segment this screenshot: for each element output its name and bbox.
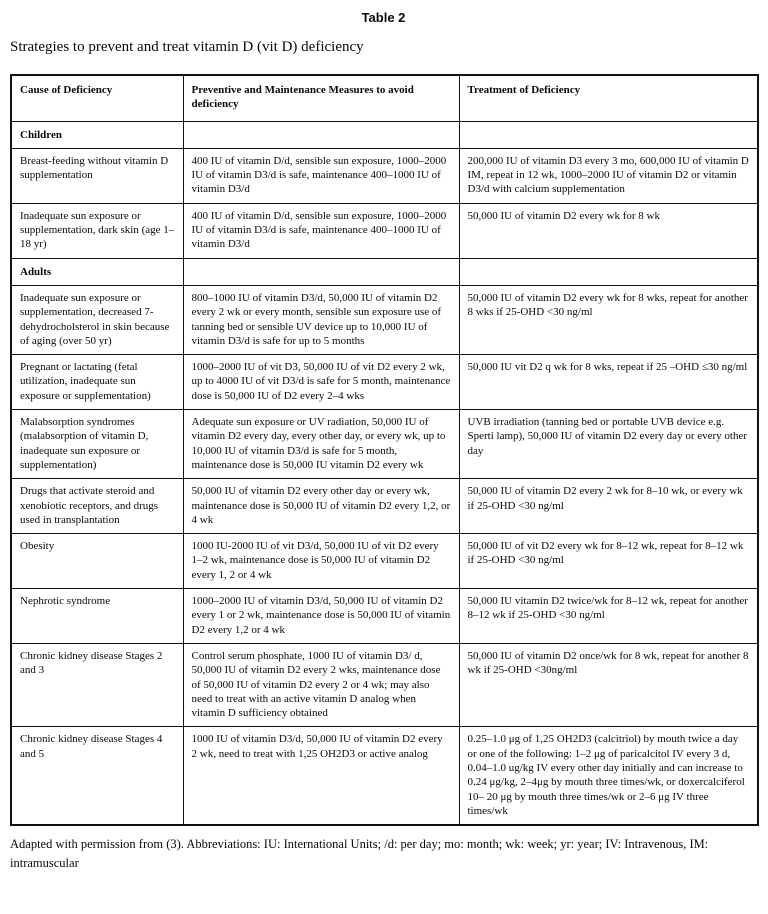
empty-cell (183, 258, 459, 285)
table-caption: Strategies to prevent and treat vitamin D (vit D) deficiency (10, 39, 364, 55)
prevention-cell: 1000–2000 IU of vitamin D3/d, 50,000 IU of vitamin D2 every 1 or 2 wk, maintenance dose is 50,000 IU of vitamin D2 every 1,2 or 4 wk (183, 589, 459, 644)
treatment-cell: 50,000 IU vit D2 q wk for 8 wks, repeat if 25 –OHD ≤30 ng/ml (459, 355, 758, 410)
column-header-treatment: Treatment of Deficiency (459, 75, 758, 121)
section-label: Adults (11, 258, 183, 285)
empty-cell (183, 121, 459, 148)
cause-cell: Drugs that activate steroid and xenobiotic receptors, and drugs used in transplantation (11, 479, 183, 534)
treatment-cell: UVB irradiation (tanning bed or portable UVB device e.g. Sperti lamp), 50,000 IU of vitamin D2 every day or every other day (459, 410, 758, 479)
table-row (11, 534, 758, 589)
cause-cell: Inadequate sun exposure or supplementation, decreased 7-dehydrocholsterol in skin because of aging (over 50 yr) (11, 285, 183, 354)
vitamin-d-table (10, 74, 759, 826)
table-row (11, 355, 758, 410)
prevention-cell: 50,000 IU of vitamin D2 every other day or every wk, maintenance dose is 50,000 IU of vitamin D2 every 1,2, or 4 wk (183, 479, 459, 534)
table-row (11, 727, 758, 825)
treatment-cell: 50,000 IU of vitamin D2 every wk for 8 wks, repeat for another 8 wks if 25-OHD <30 ng/ml (459, 285, 758, 354)
treatment-cell: 50,000 IU of vit D2 every wk for 8–12 wk, repeat for 8–12 wk if 25-OHD <30 ng/ml (459, 534, 758, 589)
table-row (11, 479, 758, 534)
treatment-cell: 50,000 IU of vitamin D2 every 2 wk for 8–10 wk, or every wk if 25-OHD <30 ng/ml (459, 479, 758, 534)
cause-cell: Obesity (11, 534, 183, 589)
cause-cell: Pregnant or lactating (fetal utilization, inadequate sun exposure or supplementation) (11, 355, 183, 410)
section-row-adults (11, 258, 758, 285)
prevention-cell: 1000 IU of vitamin D3/d, 50,000 IU of vitamin D2 every 2 wk, need to treat with 1,25 OH2D3 or active analog (183, 727, 459, 825)
table-row (11, 589, 758, 644)
cause-cell: Breast-feeding without vitamin D supplementation (11, 148, 183, 203)
column-header-cause: Cause of Deficiency (11, 75, 183, 121)
treatment-cell: 50,000 IU of vitamin D2 once/wk for 8 wk, repeat for another 8 wk if 25-OHD <30ng/ml (459, 643, 758, 726)
treatment-cell: 0.25–1.0 μg of 1,25 OH2D3 (calcitriol) by mouth twice a day or one of the following: 1–2 μg of paricalcitol IV every 3 d, 0.04–1.0 ug/kg IV every other day initially and can increase to 0.24 μg/kg, 2–4μg by mouth three times/wk, or doxercalciferol 10– 20 μg by mouth three times/wk or 2–6 μg IV three times/wk (459, 727, 758, 825)
cause-cell: Nephrotic syndrome (11, 589, 183, 644)
table-body (11, 121, 758, 825)
column-header-prevention: Preventive and Maintenance Measures to avoid deficiency (183, 75, 459, 121)
table-row (11, 410, 758, 479)
cause-cell: Chronic kidney disease Stages 2 and 3 (11, 643, 183, 726)
table-row (11, 643, 758, 726)
table-row (11, 148, 758, 203)
treatment-cell: 50,000 IU of vitamin D2 every wk for 8 wk (459, 203, 758, 258)
cause-cell: Chronic kidney disease Stages 4 and 5 (11, 727, 183, 825)
treatment-cell: 200,000 IU of vitamin D3 every 3 mo, 600,000 IU of vitamin D IM, repeat in 12 wk, 1000–2000 IU of vitamin D2 or vitamin D3/d with calcium supplementation (459, 148, 758, 203)
table-label: Table 2 (361, 10, 406, 25)
prevention-cell: 400 IU of vitamin D/d, sensible sun exposure, 1000–2000 IU of vitamin D3/d is safe, maintenance 400–1000 IU of vitamin D3/d (183, 203, 459, 258)
section-row-children (11, 121, 758, 148)
prevention-cell: 800–1000 IU of vitamin D3/d, 50,000 IU of vitamin D2 every 2 wk or every month, sensible sun exposure use of tanning bed or sensible UV device up to 10,000 IU of vitamin D3/d is safe for up to 5 months (183, 285, 459, 354)
cause-cell: Inadequate sun exposure or supplementation, dark skin (age 1– 18 yr) (11, 203, 183, 258)
prevention-cell: 400 IU of vitamin D/d, sensible sun exposure, 1000–2000 IU of vitamin D3/d is safe, maintenance 400–1000 IU of vitamin D3/d (183, 148, 459, 203)
prevention-cell: Control serum phosphate, 1000 IU of vitamin D3/ d, 50,000 IU of vitamin D2 every 2 wks, maintenance dose of 50,000 IU of vitamin D2 every 2 or 4 wk; may also need to treat with an active vitamin D analog when vitamin D sufficiency obtained (183, 643, 459, 726)
prevention-cell: Adequate sun exposure or UV radiation, 50,000 IU of vitamin D2 every day, every other day, or every wk, up to 10,000 IU of vitamin D3/d is safe for 5 month, maintenance dose is 50,000 IU vitamin D2 every wk (183, 410, 459, 479)
table-row (11, 203, 758, 258)
prevention-cell: 1000–2000 IU of vit D3, 50,000 IU of vit D2 every 2 wk, up to 4000 IU of vit D3/d is safe for 5 month, maintenance dose is 50,000 IU of D2 every 2–4 wks (183, 355, 459, 410)
table-header-row (11, 75, 758, 121)
section-label: Children (11, 121, 183, 148)
treatment-cell: 50,000 IU vitamin D2 twice/wk for 8–12 wk, repeat for another 8–12 wk if 25-OHD <30 ng/ml (459, 589, 758, 644)
table-footnote: Adapted with permission from (3). Abbreviations: IU: International Units; /d: per day; mo: month; wk: week; yr: year; IV: Intravenous, IM: intramuscular (10, 837, 709, 870)
empty-cell (459, 258, 758, 285)
prevention-cell: 1000 IU-2000 IU of vit D3/d, 50,000 IU of vit D2 every 1–2 wk, maintenance dose is 50,000 IU of vitamin D2 every 1, 2 or 4 wk (183, 534, 459, 589)
table-row (11, 285, 758, 354)
cause-cell: Malabsorption syndromes (malabsorption of vitamin D, inadequate sun exposure or supplementation) (11, 410, 183, 479)
empty-cell (459, 121, 758, 148)
